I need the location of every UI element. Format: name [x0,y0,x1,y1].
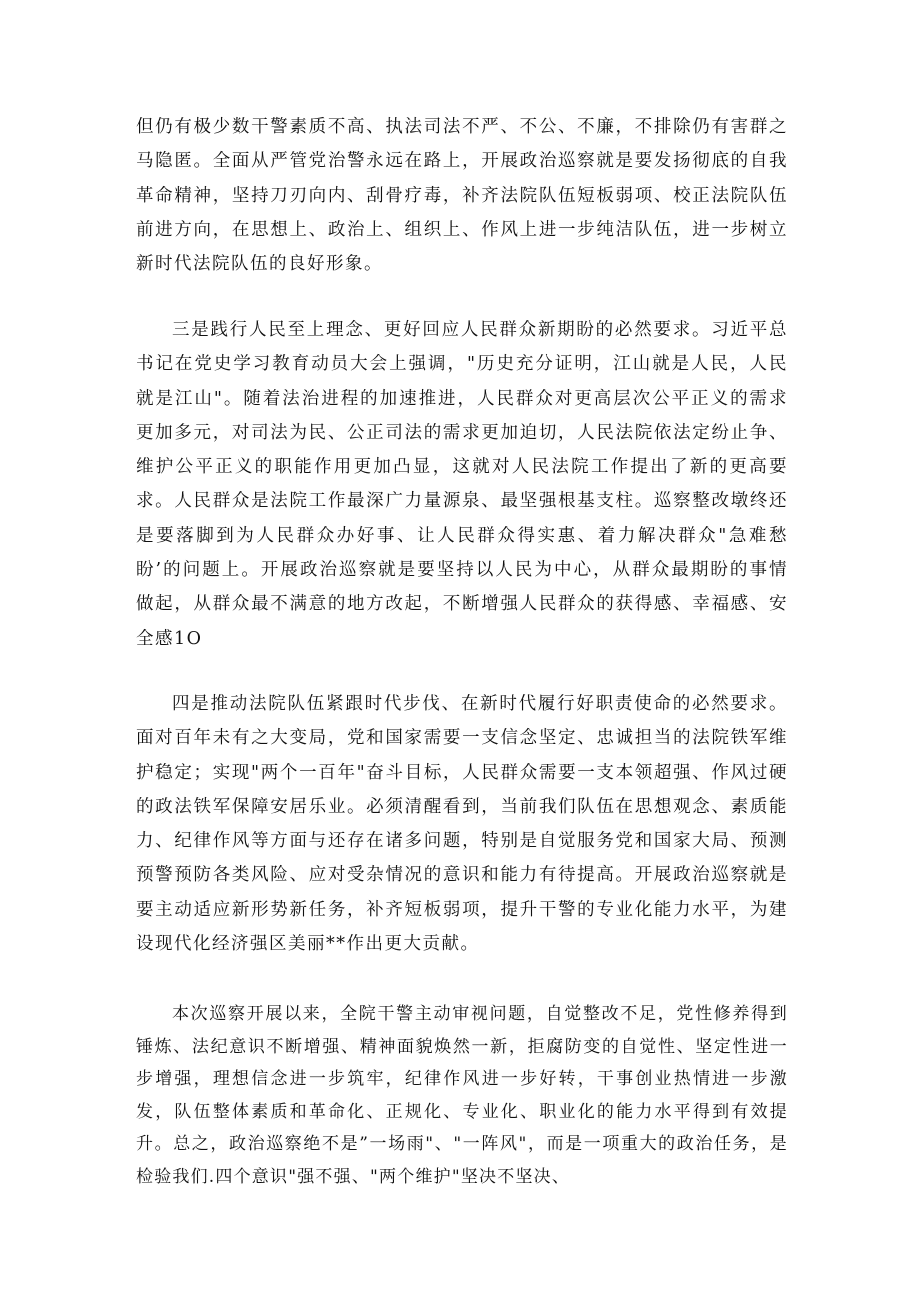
paragraph-inspection-results: 本次巡察开展以来，全院干警主动审视问题，自觉整改不足，党性修养得到锤炼、法纪意识不断增强、精神面貌焕然一新，拒腐防变的自觉性、坚定性进一步增强，理想信念进一步筑牢，纪律作风进一步好转，干事创业热情进一步激发，队伍整体素质和革命化、正规化、专业化、职业化的能力水平得到有效提升。总之，政治巡察绝不是”一场雨"、"一阵风"，而是一项重大的政治任务，是检验我们.四个意识"强不强、"两个维护"坚决不坚决、 [136,1004,788,1187]
paragraph-strict-governance: 但仍有极少数干警素质不高、执法司法不严、不公、不廉，不排除仍有害群之马隐匿。全面从严管党治警永远在路上，开展政治巡察就是要发扬彻底的自我革命精神，坚持刀刃向内、刮骨疗毒，补齐法院队伍短板弱项、校正法院队伍前进方向，在思想上、政治上、组织上、作风上进一步纯洁队伍，进一步树立新时代法院队伍的良好形象。 [136,117,788,275]
paragraph-keep-pace-with-times: 四是推动法院队伍紧跟时代步伐、在新时代履行好职责使命的必然要求。面对百年未有之大变局，党和国家需要一支信念坚定、忠诚担当的法院铁军维护稳定；实现"两个一百年"奋斗目标，人民群众需要一支本领超强、作风过硬的政法铁军保障安居乐业。必须清醒看到，当前我们队伍在思想观念、素质能力、纪律作风等方面与还存在诸多问题，特别是自觉服务党和国家大局、预测预警预防各类风险、应对受杂情况的意识和能力有待提高。开展政治巡察就是要主动适应新形势新任务，补齐短板弱项，提升干警的专业化能力水平，为建设现代化经济强区美丽**作出更大贡献。 [136,694,788,955]
paragraph-people-first: 三是践行人民至上理念、更好回应人民群众新期盼的必然要求。习近平总书记在党史学习教育动员大会上强调，"历史充分证明，江山就是人民，人民就是江山"。随着法治进程的加速推进，人民群众对更高层次公平正义的需求更加多元，对司法为民、公正司法的需求更加迫切，人民法院依法定纷止争、维护公平正义的职能作用更加凸显，这就对人民法院工作提出了新的更高要求。人民群众是法院工作最深广力量源泉、最坚强根基支柱。巡察整改墩终还是要落脚到为人民群众办好事、让人民群众得实惠、着力解决群众"急难愁盼’的问题上。开展政治巡察就是要坚持以人民为中心，从群众最期盼的事情做起，从群众最不满意的地方改起，不断增强人民群众的获得感、幸福感、安全感1O [136,320,788,649]
